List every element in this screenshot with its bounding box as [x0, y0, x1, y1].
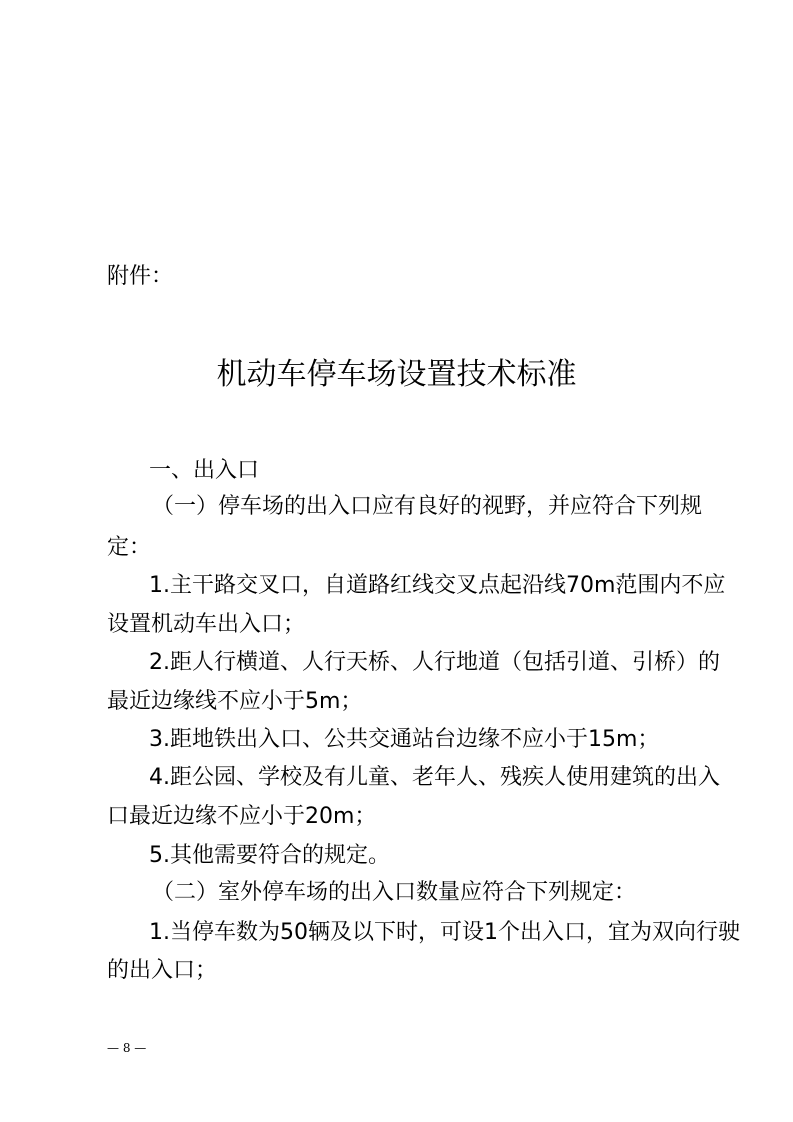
list-item-continuation: 口最近边缘不应小于20m；: [107, 804, 377, 829]
list-item-continuation: 设置机动车出入口；: [107, 612, 306, 637]
list-item-continuation: 的出入口；: [107, 958, 218, 983]
paragraph-line: 定：: [107, 535, 152, 560]
paragraph-line: （二）室外停车场的出入口数量应符合下列规定：: [152, 880, 637, 905]
list-item: 1.主干路交叉口，自道路红线交叉点起沿线70m范围内不应: [149, 573, 726, 598]
list-item-continuation: 最近边缘线不应小于5m；: [107, 689, 363, 714]
list-item: 3.距地铁出入口、公共交通站台边缘不应小于15m；: [149, 727, 660, 752]
attachment-label: 附件：: [107, 264, 174, 289]
list-item: 5.其他需要符合的规定。: [149, 843, 390, 868]
section-heading: 一、出入口: [149, 458, 260, 483]
paragraph-line: （一）停车场的出入口应有良好的视野，并应符合下列规: [152, 494, 703, 519]
page-title: 机动车停车场设置技术标准: [216, 357, 577, 392]
list-item: 2.距人行横道、人行天桥、人行地道（包括引道、引桥）的: [149, 650, 720, 675]
list-item: 4.距公园、学校及有儿童、老年人、残疾人使用建筑的出入: [149, 765, 720, 790]
list-item: 1.当停车数为50辆及以下时，可设1个出入口，宜为双向行驶: [149, 920, 740, 945]
page-number: — 8 —: [107, 1041, 147, 1055]
